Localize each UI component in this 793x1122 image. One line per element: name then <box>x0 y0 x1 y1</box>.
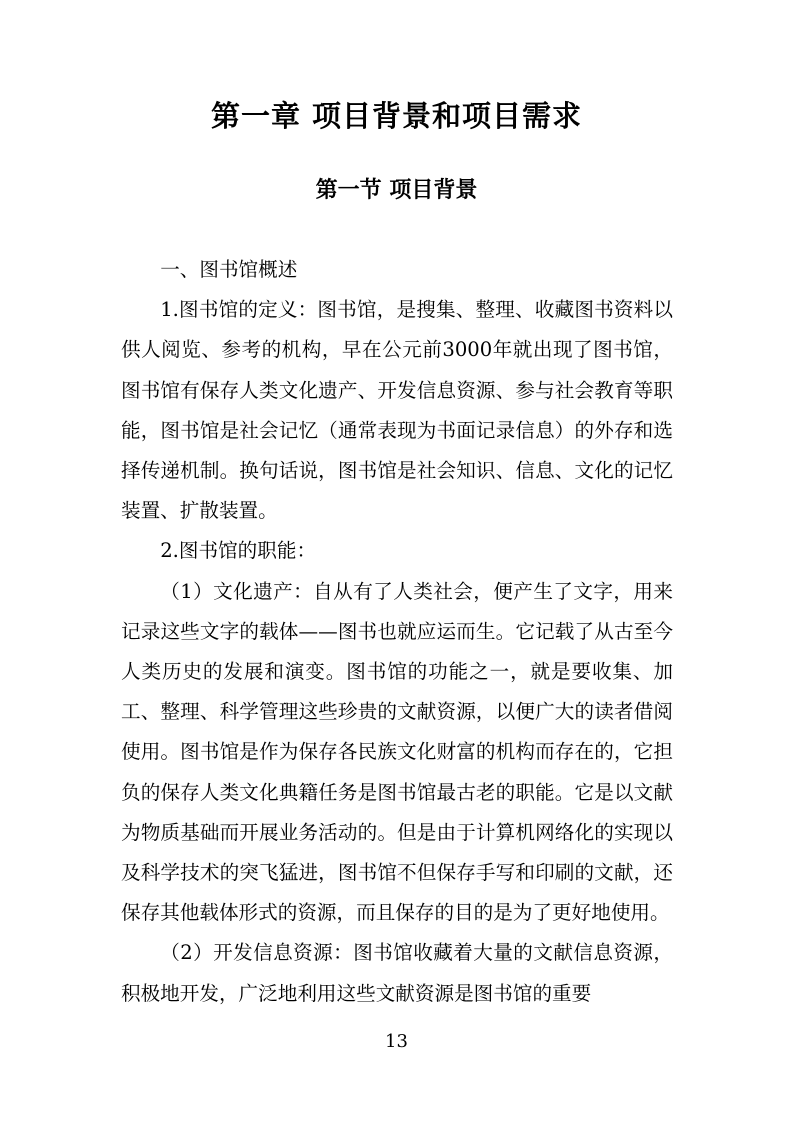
heading-library-functions: 2.图书馆的职能： <box>160 539 317 563</box>
page-number: 13 <box>385 1031 408 1052</box>
paragraph-library-definition: 1.图书馆的定义：图书馆，是搜集、整理、收藏图书资料以供人阅览、参考的机构，早在公元前3000年就出现了图书馆，图书馆有保存人类文化遗产、开发信息资源、参与社会教育等职能，图书馆是社会记忆（通常表现为书面记录信息）的外存和选择传递机制。换句话说，图书馆是社会知识、信息、文化的记忆装置、扩散装置。 <box>121 298 673 523</box>
heading-library-overview: 一、图书馆概述 <box>160 258 298 281</box>
paragraph-information-resources: （2）开发信息资源：图书馆收藏着大量的文献信息资源，积极地开发，广泛地利用这些文献资源是图书馆的重要 <box>121 941 673 1005</box>
body-text <box>121 250 673 1014</box>
chapter-title: 第一章 项目背景和项目需求 <box>210 99 583 133</box>
paragraph-cultural-heritage: （1）文化遗产：自从有了人类社会，便产生了文字，用来记录这些文字的载体——图书也就应运而生。它记载了从古至今人类历史的发展和演变。图书馆的功能之一，就是要收集、加工、整理、科学管理这些珍贵的文献资源，以便广大的读者借阅使用。图书馆是作为保存各民族文化财富的机构而存在的，它担负的保存人类文化典籍任务是图书馆最古老的职能。它是以文献为物质基础而开展业务活动的。但是由于计算机网络化的实现以及科学技术的突飞猛进，图书馆不但保存手写和印刷的文献，还保存其他载体形式的资源，而且保存的目的是为了更好地使用。 <box>121 579 673 925</box>
section-title: 第一节 项目背景 <box>315 178 478 203</box>
